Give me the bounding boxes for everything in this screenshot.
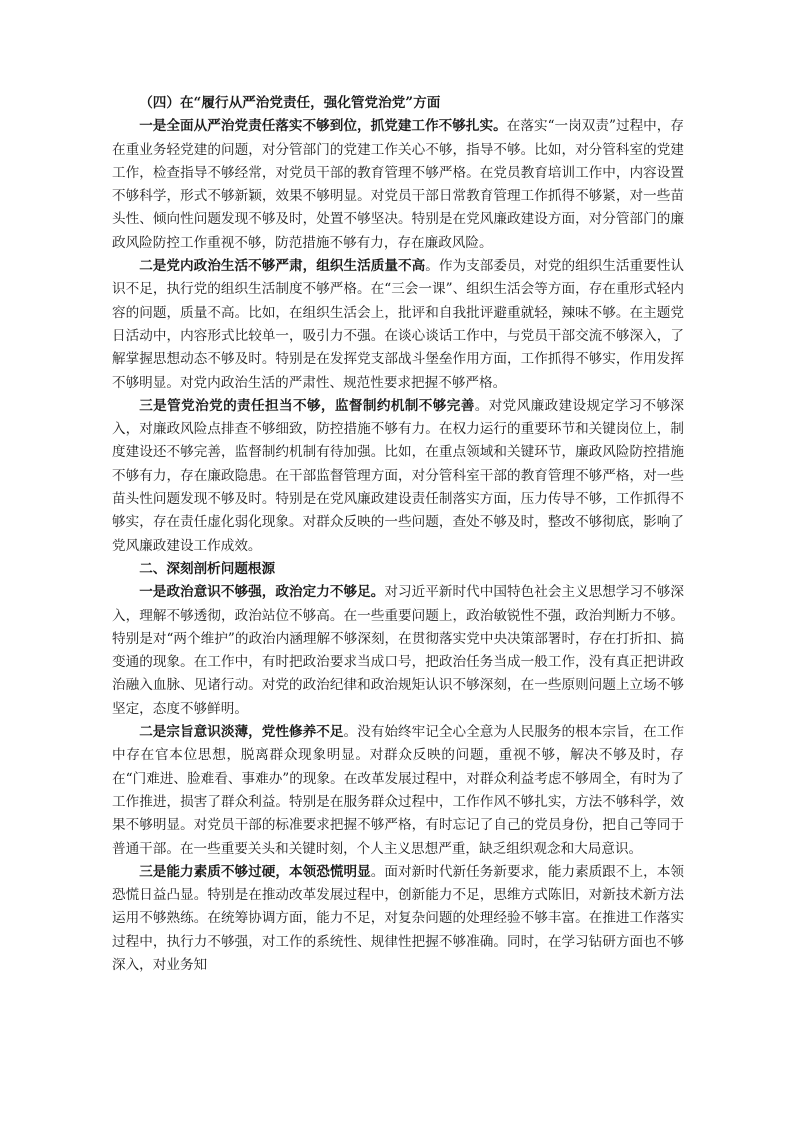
paragraph-s4-2 bbox=[112, 255, 684, 395]
paragraph-s4-1 bbox=[112, 115, 684, 255]
paragraph-body: 。对党风廉政建设规定学习不够深入，对廉政风险点排查不够细致，防控措施不够有力。在权力运行的重要环节和关键岗位上，制度建设还不够完善，监督制约机制有待加强。比如，在重点领域和关键环节，廉政风险防控措施不够有力，存在廉政隐患。在干部监督管理方面，对分管科室干部的教育管理不够严格，对一些苗头性问题发现不够及时。特别是在党风廉政建设责任制落实方面，压力传导不够，工作抓得不够实，存在责任虚化弱化现象。对群众反映的一些问题，查处不够及时，整改不够彻底，影响了党风廉政建设工作成效。 bbox=[112, 397, 685, 554]
paragraph-lead: 三是能力素质不够过硬，本领恐慌明显 bbox=[139, 863, 371, 880]
document-page bbox=[112, 92, 684, 977]
paragraph-s2-3 bbox=[112, 861, 684, 977]
paragraph-body: 在落实“一岗双责”过程中，存在重业务轻党建的问题，对分管部门的党建工作关心不够，指导不够。比如，对分管科室的党建工作，检查指导不够经常，对党员干部的教育管理不够严格。在党员教育培训工作中，内容设置不够科学，形式不够新颖，效果不够明显。对党员干部日常教育管理工作抓得不够紧，对一些苗头性、倾向性问题发现不够及时，处置不够坚决。特别是在党风廉政建设方面，对分管部门的廉政风险防控工作重视不够，防范措施不够有力，存在廉政风险。 bbox=[112, 118, 685, 251]
paragraph-lead: 一是政治意识不够强，政治定力不够足。 bbox=[139, 584, 385, 601]
paragraph-body: 。没有始终牢记全心全意为人民服务的根本宗旨，在工作中存在官本位思想，脱离群众现象明显。对群众反映的问题，重视不够，解决不够及时，存在“门难进、脸难看、事难办”的现象。在改革发展过程中，对群众利益考虑不够周全，有时为了工作推进，损害了群众利益。特别是在服务群众过程中，工作作风不够扎实，方法不够科学，效果不够明显。对党员干部的标准要求把握不够严格，有时忘记了自己的党员身份，把自己等同于普通干部。在一些重要关头和关键时刻，个人主义思想严重，缺乏组织观念和大局意识。 bbox=[112, 724, 685, 857]
paragraph-s2-2 bbox=[112, 721, 684, 861]
section-heading-2: 二、深刻剖析问题根源 bbox=[139, 560, 276, 577]
paragraph-lead: 二是宗旨意识淡薄，党性修养不足 bbox=[139, 724, 344, 741]
paragraph-lead: 一是全面从严治党责任落实不够到位，抓党建工作不够扎实。 bbox=[139, 118, 507, 135]
paragraph-s2-1 bbox=[112, 581, 684, 721]
section-heading-4: （四）在“履行从严治党责任，强化管党治党”方面 bbox=[139, 95, 441, 111]
paragraph-s4-3 bbox=[112, 395, 684, 558]
paragraph-body: 。面对新时代新任务新要求，能力素质跟不上，本领恐慌日益凸显。特别是在推动改革发展过程中，创新能力不足，思维方式陈旧，对新技术新方法运用不够熟练。在统筹协调方面，能力不足，对复杂问题的处理经验不够丰富。在推进工作落实过程中，执行力不够强，对工作的系统性、规律性把握不够准确。同时，在学习钻研方面也不够深入，对业务知 bbox=[112, 863, 685, 973]
paragraph-lead: 三是管党治党的责任担当不够，监督制约机制不够完善 bbox=[139, 397, 475, 414]
paragraph-body: 对习近平新时代中国特色社会主义思想学习不够深入，理解不够透彻，政治站位不够高。在一些重要问题上，政治敏锐性不强，政治判断力不够。特别是对“两个维护”的政治内涵理解不够深刻，在贯彻落实党中央决策部署时，存在打折扣、搞变通的现象。在工作中，有时把政治要求当成口号，把政治任务当成一般工作，没有真正把讲政治融入血脉、见诸行动。对党的政治纪律和政治规矩认识不够深刻，在一些原则问题上立场不够坚定，态度不够鲜明。 bbox=[112, 584, 685, 717]
paragraph-lead: 二是党内政治生活不够严肃，组织生活质量不高 bbox=[139, 258, 426, 275]
paragraph-body: 。作为支部委员，对党的组织生活重要性认识不足，执行党的组织生活制度不够严格。在“三会一课”、组织生活会等方面，存在重形式轻内容的问题，质量不高。比如，在组织生活会上，批评和自我批评避重就轻，辣味不够。在主题党日活动中，内容形式比较单一，吸引力不强。在谈心谈话工作中，与党员干部交流不够深入，了解掌握思想动态不够及时。特别是在发挥党支部战斗堡垒作用方面，工作抓得不够实，作用发挥不够明显。对党内政治生活的严肃性、规范性要求把握不够严格。 bbox=[112, 258, 685, 391]
